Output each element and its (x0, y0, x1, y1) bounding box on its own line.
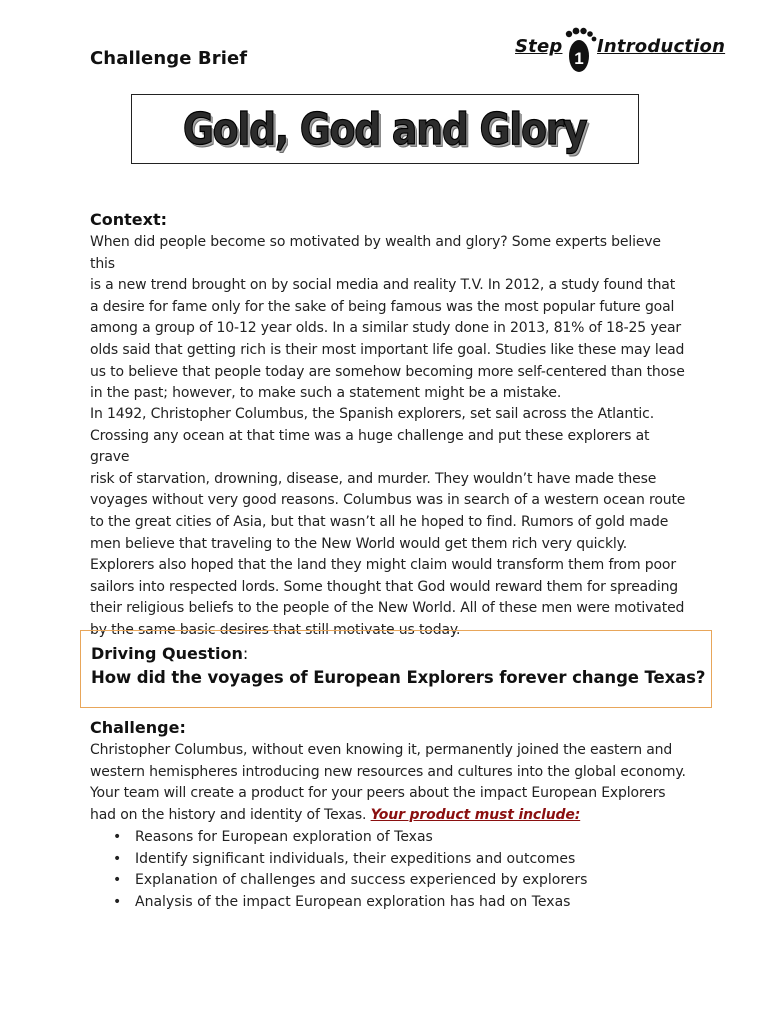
bullet-icon: • (113, 829, 122, 845)
list-item-text: Analysis of the impact European exploration has had on Texas (135, 893, 571, 910)
text-line: us to believe that people today are somehow becoming more self-centered than those (90, 363, 685, 380)
driving-question-label (91, 644, 248, 663)
text-line: a desire for fame only for the sake of being famous was the most popular future goal (90, 298, 675, 315)
bullet-icon: • (113, 893, 122, 910)
step-section-title: Introduction (597, 36, 726, 57)
list-item (113, 892, 587, 914)
must-include-label: Your product must include: (370, 806, 581, 823)
text-line: Crossing any ocean at that time was a huge challenge and put these explorers at grave (90, 427, 650, 466)
text-line: Explorers also hoped that the land they might claim would transform them from poor (90, 557, 676, 574)
text-line: to the great cities of Asia, but that wasn’t all he hoped to find. Rumors of gold made (90, 513, 669, 530)
text-line-start: had on the history and identity of Texas. (90, 806, 371, 823)
document-title: Gold, God and Glory (183, 103, 587, 155)
text-line: In 1492, Christopher Columbus, the Spanish explorers, set sail across the Atlantic. (90, 406, 655, 422)
list-item (113, 827, 587, 849)
text-line: in the past; however, to make such a statement might be a mistake. (90, 385, 562, 402)
text-line (90, 805, 690, 827)
text-line: by the same basic desires that still motivate us today. (90, 621, 461, 638)
challenge-heading: Challenge: (90, 718, 186, 737)
bullet-icon: • (113, 872, 122, 888)
step-number: 1 (574, 49, 584, 68)
text-line: men believe that traveling to the New World would get them rich very quickly. (90, 535, 628, 552)
bullet-icon: • (113, 850, 122, 867)
list-item (113, 870, 587, 892)
step-indicator (515, 26, 730, 74)
step-word: Step (515, 36, 563, 57)
challenge-paragraph (90, 740, 690, 826)
context-paragraph-1 (90, 232, 690, 405)
text-line: risk of starvation, drowning, disease, and murder. They wouldn’t have made these (90, 470, 657, 487)
text-line: olds said that getting rich is their most important life goal. Studies like these may lead (90, 341, 685, 358)
driving-question-colon: : (242, 644, 249, 663)
list-item-text: Identify significant individuals, their expeditions and outcomes (135, 850, 576, 867)
document-label: Challenge Brief (90, 48, 248, 69)
text-line: Christopher Columbus, without even knowing it, permanently joined the eastern and (90, 742, 673, 758)
list-item-text: Reasons for European exploration of Texas (135, 829, 433, 845)
text-line: is a new trend brought on by social media and reality T.V. In 2012, a study found that (90, 277, 676, 294)
text-line: Your team will create a product for your peers about the impact European Explorers (90, 785, 666, 802)
footprint-icon (560, 26, 600, 74)
context-heading: Context: (90, 210, 167, 229)
driving-question-box (80, 630, 712, 708)
list-item-text: Explanation of challenges and success experienced by explorers (135, 872, 588, 888)
text-line: among a group of 10-12 year olds. In a similar study done in 2013, 81% of 18-25 year (90, 320, 681, 337)
list-item (113, 849, 587, 871)
driving-question-text: How did the voyages of European Explorers forever change Texas? (91, 668, 706, 687)
text-line: When did people become so motivated by wealth and glory? Some experts believe this (90, 234, 661, 272)
text-line: their religious beliefs to the people of the New World. All of these men were motivated (90, 600, 685, 617)
requirements-list (113, 827, 587, 913)
title-box (131, 94, 639, 164)
context-paragraph-2 (90, 404, 690, 642)
text-line: voyages without very good reasons. Columbus was in search of a western ocean route (90, 492, 686, 509)
driving-question-label-text: Driving Question (91, 644, 243, 663)
text-line: western hemispheres introducing new resources and cultures into the global economy. (90, 763, 686, 780)
text-line: sailors into respected lords. Some thought that God would reward them for spreading (90, 578, 679, 595)
